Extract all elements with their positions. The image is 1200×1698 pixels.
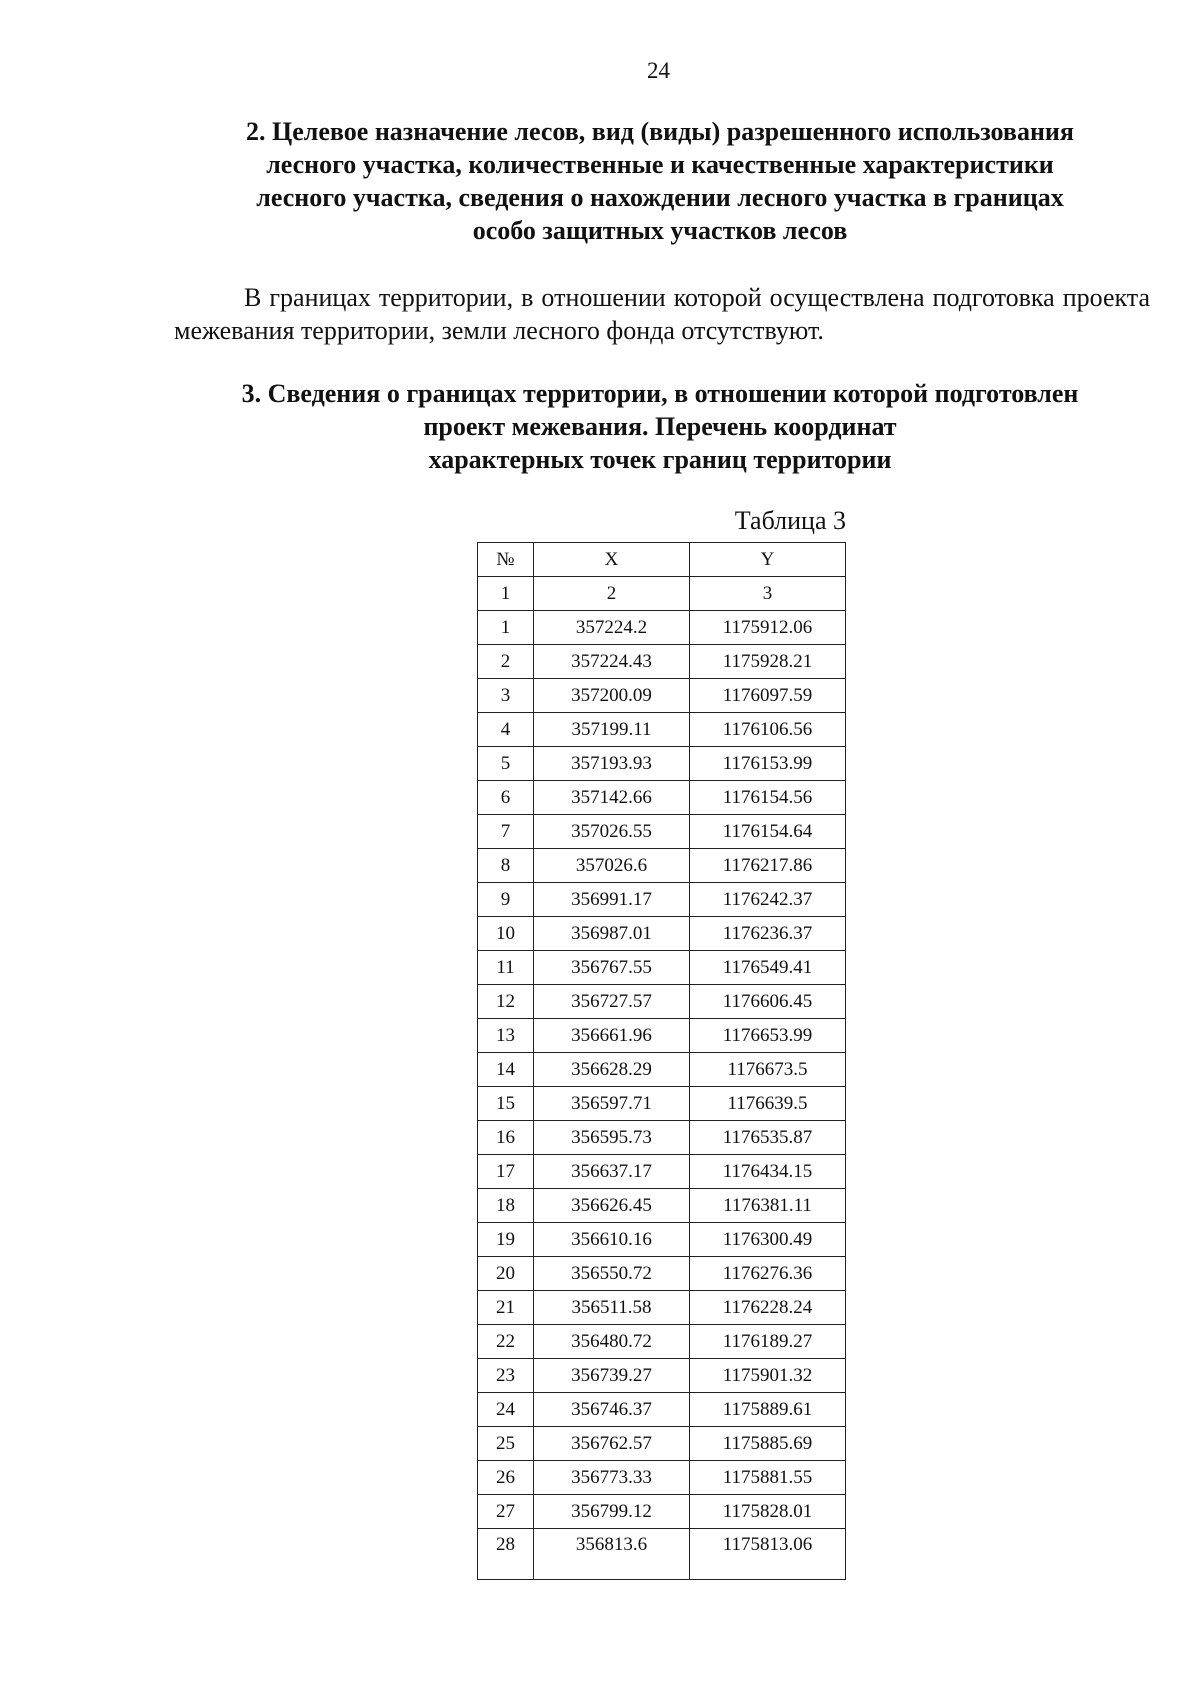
- section-3-heading: [190, 377, 1130, 476]
- x-coordinate-cell: 356626.45: [534, 1189, 690, 1223]
- point-number-cell: 11: [478, 951, 534, 985]
- column-number-cell: 3: [690, 577, 846, 611]
- table-row: [478, 713, 846, 747]
- heading-line: особо защитных участков лесов: [472, 216, 848, 245]
- y-coordinate-cell: 1176535.87: [690, 1121, 846, 1155]
- x-coordinate-cell: 357200.09: [534, 679, 690, 713]
- x-coordinate-cell: 356991.17: [534, 883, 690, 917]
- point-number-cell: 17: [478, 1155, 534, 1189]
- x-coordinate-cell: 356762.57: [534, 1427, 690, 1461]
- y-coordinate-cell: 1176653.99: [690, 1019, 846, 1053]
- y-coordinate-cell: 1176154.64: [690, 815, 846, 849]
- heading-line: проект межевания. Перечень координат: [423, 412, 897, 441]
- y-coordinate-cell: 1176434.15: [690, 1155, 846, 1189]
- y-coordinate-cell: 1175901.32: [690, 1359, 846, 1393]
- table-row: [478, 1325, 846, 1359]
- heading-line: характерных точек границ территории: [428, 445, 892, 474]
- column-number-cell: 2: [534, 577, 690, 611]
- y-coordinate-cell: 1176106.56: [690, 713, 846, 747]
- paragraph-text: В границах территории, в отношении которой осуществлена подготовка проекта межевания территории, земли лесного фонда отсутствуют.: [174, 283, 1150, 345]
- y-coordinate-cell: 1175881.55: [690, 1461, 846, 1495]
- y-coordinate-cell: 1175885.69: [690, 1427, 846, 1461]
- x-coordinate-cell: 357199.11: [534, 713, 690, 747]
- header-cell-x: X: [534, 543, 690, 577]
- point-number-cell: 18: [478, 1189, 534, 1223]
- point-number-cell: 2: [478, 645, 534, 679]
- section-2-heading: [190, 115, 1130, 247]
- header-cell-y: Y: [690, 543, 846, 577]
- point-number-cell: 20: [478, 1257, 534, 1291]
- x-coordinate-cell: 357224.2: [534, 611, 690, 645]
- table-row: [478, 1053, 846, 1087]
- point-number-cell: 14: [478, 1053, 534, 1087]
- table-row: [478, 1393, 846, 1427]
- x-coordinate-cell: 357193.93: [534, 747, 690, 781]
- table-row: [478, 1087, 846, 1121]
- point-number-cell: 9: [478, 883, 534, 917]
- x-coordinate-cell: 357026.55: [534, 815, 690, 849]
- x-coordinate-cell: 356550.72: [534, 1257, 690, 1291]
- point-number-cell: 21: [478, 1291, 534, 1325]
- table-column-number-row: [478, 577, 846, 611]
- x-coordinate-cell: 356727.57: [534, 985, 690, 1019]
- x-coordinate-cell: 356597.71: [534, 1087, 690, 1121]
- section-2-paragraph: [174, 281, 1150, 347]
- x-coordinate-cell: 356480.72: [534, 1325, 690, 1359]
- table-header-row: [478, 543, 846, 577]
- x-coordinate-cell: 357142.66: [534, 781, 690, 815]
- x-coordinate-cell: 356987.01: [534, 917, 690, 951]
- point-number-cell: 22: [478, 1325, 534, 1359]
- page-number: 24: [647, 58, 670, 83]
- y-coordinate-cell: 1176276.36: [690, 1257, 846, 1291]
- y-coordinate-cell: 1176153.99: [690, 747, 846, 781]
- table-row: [478, 1495, 846, 1529]
- point-number-cell: 16: [478, 1121, 534, 1155]
- point-number-cell: 24: [478, 1393, 534, 1427]
- point-number-cell: 25: [478, 1427, 534, 1461]
- table-row: [478, 1359, 846, 1393]
- x-coordinate-cell: 356767.55: [534, 951, 690, 985]
- point-number-cell: 28: [478, 1529, 534, 1580]
- table-row: [478, 1223, 846, 1257]
- y-coordinate-cell: 1175813.06: [690, 1529, 846, 1580]
- y-coordinate-cell: 1176673.5: [690, 1053, 846, 1087]
- y-coordinate-cell: 1176236.37: [690, 917, 846, 951]
- table-row: [478, 985, 846, 1019]
- table-row: [478, 849, 846, 883]
- x-coordinate-cell: 356773.33: [534, 1461, 690, 1495]
- x-coordinate-cell: 356739.27: [534, 1359, 690, 1393]
- x-coordinate-cell: 356628.29: [534, 1053, 690, 1087]
- x-coordinate-cell: 356637.17: [534, 1155, 690, 1189]
- x-coordinate-cell: 356595.73: [534, 1121, 690, 1155]
- y-coordinate-cell: 1176639.5: [690, 1087, 846, 1121]
- x-coordinate-cell: 357026.6: [534, 849, 690, 883]
- y-coordinate-cell: 1176217.86: [690, 849, 846, 883]
- y-coordinate-cell: 1176154.56: [690, 781, 846, 815]
- point-number-cell: 10: [478, 917, 534, 951]
- heading-line: лесного участка, количественные и качественные характеристики: [266, 150, 1054, 179]
- point-number-cell: 6: [478, 781, 534, 815]
- y-coordinate-cell: 1175928.21: [690, 645, 846, 679]
- table-row: [478, 1189, 846, 1223]
- table-row: [478, 1529, 846, 1580]
- x-coordinate-cell: 356746.37: [534, 1393, 690, 1427]
- y-coordinate-cell: 1176097.59: [690, 679, 846, 713]
- table-row: [478, 1461, 846, 1495]
- table-caption: Таблица 3: [734, 506, 846, 535]
- table-row: [478, 747, 846, 781]
- table-row: [478, 781, 846, 815]
- x-coordinate-cell: 356610.16: [534, 1223, 690, 1257]
- point-number-cell: 7: [478, 815, 534, 849]
- table-row: [478, 815, 846, 849]
- heading-line: лесного участка, сведения о нахождении лесного участка в границах: [256, 183, 1064, 212]
- table-row: [478, 611, 846, 645]
- table-row: [478, 679, 846, 713]
- point-number-cell: 4: [478, 713, 534, 747]
- point-number-cell: 5: [478, 747, 534, 781]
- y-coordinate-cell: 1175889.61: [690, 1393, 846, 1427]
- heading-line: 2. Целевое назначение лесов, вид (виды) разрешенного использования: [246, 117, 1074, 146]
- coordinates-table: [477, 542, 846, 1580]
- point-number-cell: 13: [478, 1019, 534, 1053]
- point-number-cell: 1: [478, 611, 534, 645]
- table-row: [478, 1019, 846, 1053]
- table-row: [478, 645, 846, 679]
- column-number-cell: 1: [478, 577, 534, 611]
- x-coordinate-cell: 357224.43: [534, 645, 690, 679]
- table-row: [478, 1291, 846, 1325]
- point-number-cell: 23: [478, 1359, 534, 1393]
- table-row: [478, 951, 846, 985]
- header-cell-number: №: [478, 543, 534, 577]
- y-coordinate-cell: 1176189.27: [690, 1325, 846, 1359]
- table-row: [478, 883, 846, 917]
- y-coordinate-cell: 1176381.11: [690, 1189, 846, 1223]
- point-number-cell: 12: [478, 985, 534, 1019]
- y-coordinate-cell: 1175912.06: [690, 611, 846, 645]
- point-number-cell: 27: [478, 1495, 534, 1529]
- table-row: [478, 1121, 846, 1155]
- table-row: [478, 1257, 846, 1291]
- point-number-cell: 15: [478, 1087, 534, 1121]
- table-row: [478, 1427, 846, 1461]
- heading-line: 3. Сведения о границах территории, в отношении которой подготовлен: [241, 379, 1079, 408]
- y-coordinate-cell: 1175828.01: [690, 1495, 846, 1529]
- table-row: [478, 917, 846, 951]
- point-number-cell: 3: [478, 679, 534, 713]
- y-coordinate-cell: 1176228.24: [690, 1291, 846, 1325]
- y-coordinate-cell: 1176606.45: [690, 985, 846, 1019]
- x-coordinate-cell: 356511.58: [534, 1291, 690, 1325]
- y-coordinate-cell: 1176300.49: [690, 1223, 846, 1257]
- point-number-cell: 19: [478, 1223, 534, 1257]
- x-coordinate-cell: 356799.12: [534, 1495, 690, 1529]
- point-number-cell: 8: [478, 849, 534, 883]
- y-coordinate-cell: 1176242.37: [690, 883, 846, 917]
- y-coordinate-cell: 1176549.41: [690, 951, 846, 985]
- point-number-cell: 26: [478, 1461, 534, 1495]
- x-coordinate-cell: 356813.6: [534, 1529, 690, 1580]
- x-coordinate-cell: 356661.96: [534, 1019, 690, 1053]
- table-row: [478, 1155, 846, 1189]
